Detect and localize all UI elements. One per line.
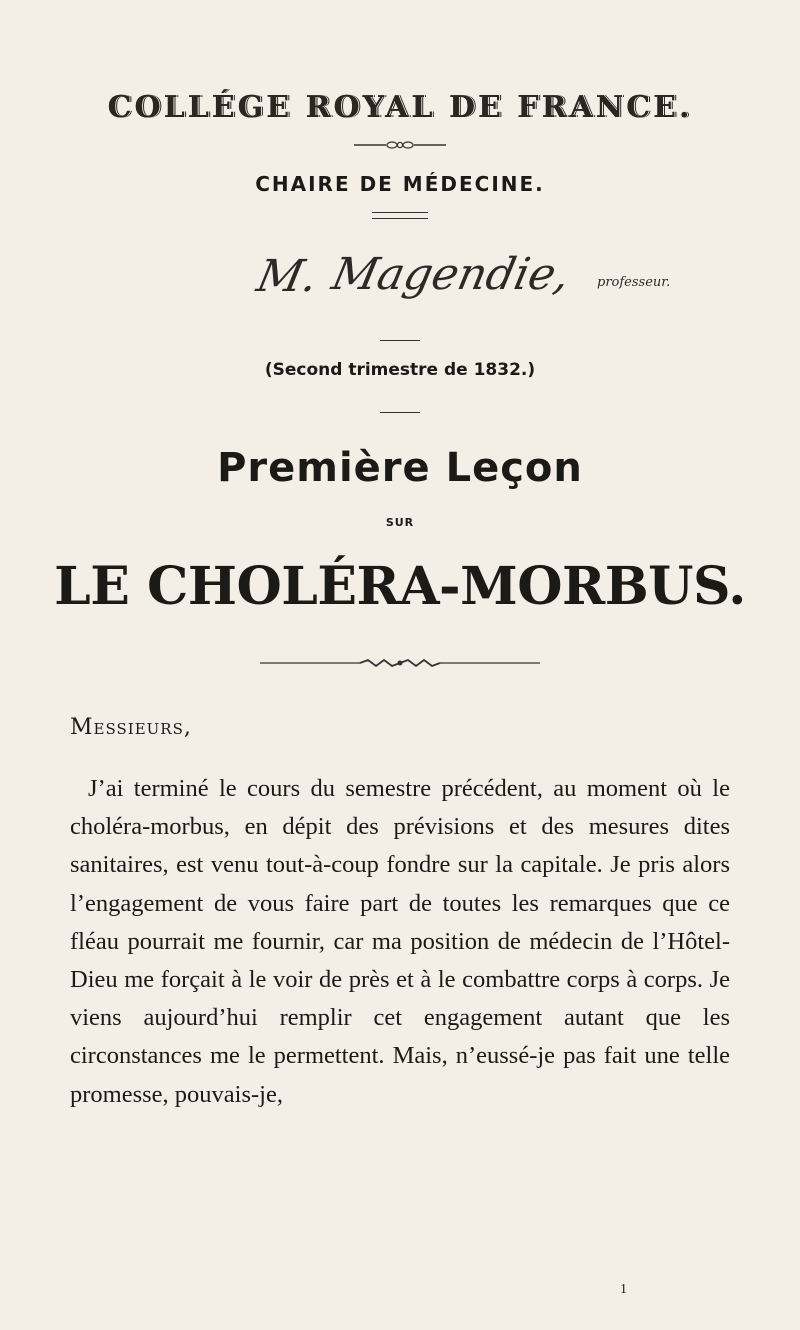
section-ornament	[260, 657, 540, 669]
rule-above-trimestre	[380, 340, 420, 341]
college-title: COLLÉGE ROYAL DE FRANCE.	[107, 90, 693, 125]
page-number: 1	[620, 1282, 627, 1297]
author-role: professeur.	[597, 275, 671, 290]
signature-prefix: M.	[252, 251, 323, 302]
sur-label: SUR	[385, 516, 415, 529]
rule-below-trimestre	[380, 412, 420, 413]
header-ornament	[352, 140, 448, 150]
author-signature	[0, 245, 800, 325]
salutation: Messieurs,	[70, 715, 192, 740]
subject-title: LE CHOLÉRA-MORBUS.	[54, 556, 746, 617]
lecon-title: Première Leçon	[217, 445, 583, 491]
double-rule	[372, 212, 428, 219]
signature-name: Magendie,	[327, 249, 575, 300]
trimestre-line: (Second trimestre de 1832.)	[264, 360, 536, 380]
chaire-heading: CHAIRE DE MÉDECINE.	[255, 172, 545, 196]
body-paragraph: J’ai terminé le cours du semestre précédent, au moment où le choléra-morbus, en dépit des prévisions et des mesures dites sanitaires, est venu tout-à-coup fondre sur la capitale. Je pris alors l’engagement de vous faire part de toutes les remarques que ce fléau pourrait me fournir, car ma position de médecin de l’Hôtel-Dieu me forçait à le voir de près et à le combattre corps à corps. Je viens aujourd’hui remplir cet engagement autant que les circonstances me le permettent. Mais, n’eussé-je pas fait une telle promesse, pouvais-je,	[70, 775, 730, 1108]
